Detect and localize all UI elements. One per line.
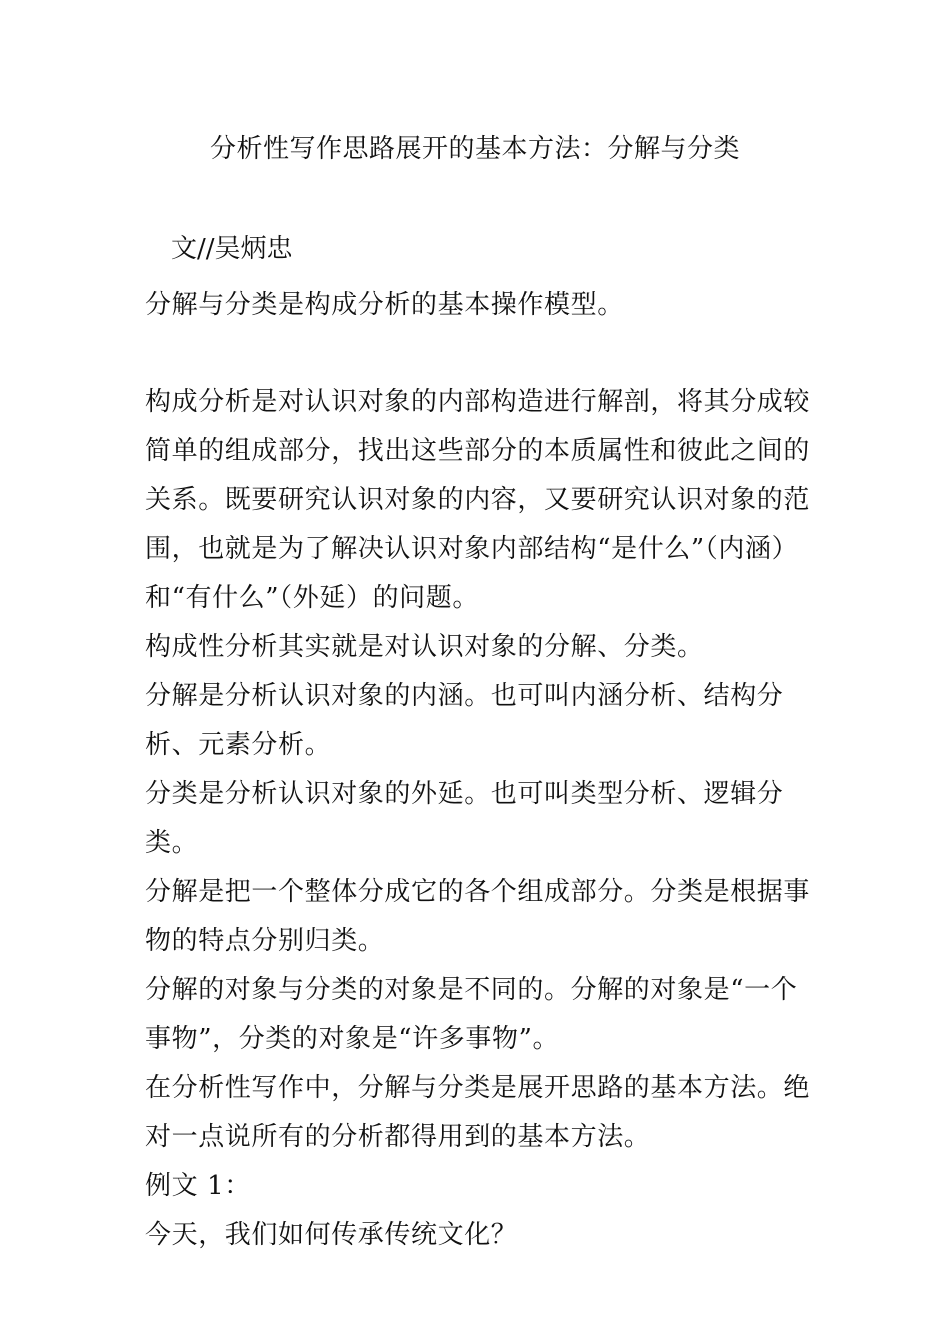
document-body [145,281,815,1260]
paragraph-intro: 分解与分类是构成分析的基本操作模型。 [145,290,624,320]
paragraph-comparison: 分解是把一个整体分成它的各个组成部分。分类是根据事物的特点分别归类。 [145,877,811,956]
paragraph-classification: 分类是分析认识对象的外延。也可叫类型分析、逻辑分类。 [145,779,784,858]
example-label: 例文 1： [145,1171,251,1201]
paragraph-method: 在分析性写作中，分解与分类是展开思路的基本方法。绝对一点说所有的分析都得用到的基本方法。 [145,1073,811,1152]
paragraph-constituent: 构成性分析其实就是对认识对象的分解、分类。 [145,632,704,662]
page-title: 分析性写作思路展开的基本方法：分解与分类 [209,134,740,164]
example-title: 今天，我们如何传承传统文化？ [145,1220,518,1250]
paragraph-decomposition: 分解是分析认识对象的内涵。也可叫内涵分析、结构分析、元素分析。 [145,681,784,760]
paragraph-objects: 分解的对象与分类的对象是不同的。分解的对象是“一个事物”，分类的对象是“许多事物”。 [145,975,798,1054]
author-line: 文//吴炳忠 [171,234,293,264]
paragraph-definition: 构成分析是对认识对象的内部构造进行解剖，将其分成较简单的组成部分，找出这些部分的本质属性和彼此之间的关系。既要研究认识对象的内容，又要研究认识对象的范围，也就是为了解决认识对象内部结构“是什么”（内涵）和“有什么”（外延）的问题。 [145,387,811,613]
